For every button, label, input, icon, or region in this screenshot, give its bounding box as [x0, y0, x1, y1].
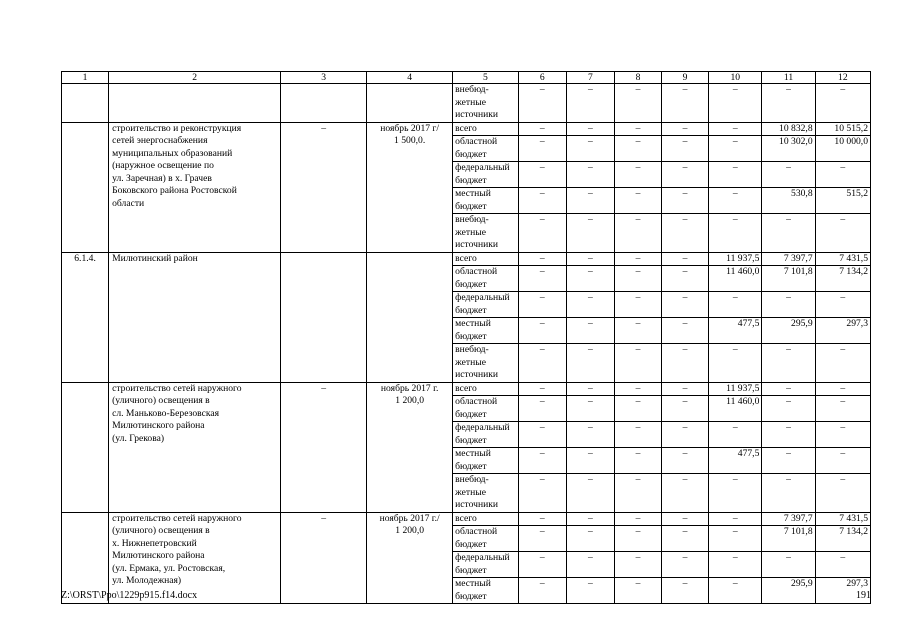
- funding-source-cell: федеральный бюджет: [453, 292, 519, 318]
- deadline-cell: [367, 84, 453, 123]
- value-cell-col10: 11 460,0: [709, 396, 762, 422]
- value-cell-col11: 7 101,8: [762, 266, 815, 292]
- funding-source-cell: всего: [453, 512, 519, 526]
- value-cell-col11: 7 101,8: [762, 526, 815, 552]
- item-number-cell: 6.1.4.: [62, 252, 109, 382]
- item-number-cell: [62, 122, 109, 252]
- value-cell-col7: –: [566, 552, 614, 578]
- value-cell-col10: –: [709, 422, 762, 448]
- value-cell-col6: –: [518, 252, 566, 266]
- value-cell-col9: –: [662, 474, 709, 513]
- table-row: [62, 84, 871, 123]
- value-cell-col9: –: [662, 292, 709, 318]
- column-number-3: 3: [281, 72, 367, 84]
- value-cell-col12: 297,3: [815, 578, 870, 604]
- funding-source-cell: местный бюджет: [453, 188, 519, 214]
- value-cell-col7: –: [566, 292, 614, 318]
- value-cell-col11: –: [762, 292, 815, 318]
- value-cell-col7: –: [566, 162, 614, 188]
- value-cell-col8: –: [614, 122, 661, 136]
- value-cell-col10: –: [709, 188, 762, 214]
- value-cell-col6: –: [518, 512, 566, 526]
- value-cell-col9: –: [662, 122, 709, 136]
- value-cell-col8: –: [614, 214, 661, 253]
- value-cell-col7: –: [566, 448, 614, 474]
- col3-cell: [281, 252, 367, 382]
- value-cell-col10: –: [709, 84, 762, 123]
- value-cell-col9: –: [662, 318, 709, 344]
- value-cell-col11: 295,9: [762, 578, 815, 604]
- funding-source-cell: местный бюджет: [453, 578, 519, 604]
- value-cell-col10: –: [709, 136, 762, 162]
- value-cell-col9: –: [662, 188, 709, 214]
- deadline-cell: ноябрь 2017 г. 1 200,0: [367, 382, 453, 512]
- funding-source-cell: федеральный бюджет: [453, 162, 519, 188]
- column-number-12: 12: [815, 72, 870, 84]
- funding-source-cell: федеральный бюджет: [453, 422, 519, 448]
- value-cell-col12: 10 515,2: [815, 122, 870, 136]
- value-cell-col12: –: [815, 162, 870, 188]
- value-cell-col8: –: [614, 344, 661, 383]
- value-cell-col8: –: [614, 422, 661, 448]
- value-cell-col11: –: [762, 382, 815, 396]
- col3-cell: –: [281, 512, 367, 604]
- value-cell-col7: –: [566, 318, 614, 344]
- value-cell-col9: –: [662, 84, 709, 123]
- value-cell-col9: –: [662, 512, 709, 526]
- funding-source-cell: областной бюджет: [453, 396, 519, 422]
- value-cell-col7: –: [566, 122, 614, 136]
- value-cell-col11: 10 302,0: [762, 136, 815, 162]
- value-cell-col10: –: [709, 578, 762, 604]
- column-number-4: 4: [367, 72, 453, 84]
- value-cell-col9: –: [662, 382, 709, 396]
- value-cell-col7: –: [566, 136, 614, 162]
- deadline-cell: ноябрь 2017 г./ 1 200,0: [367, 512, 453, 604]
- value-cell-col11: –: [762, 396, 815, 422]
- column-number-1: 1: [62, 72, 109, 84]
- item-number-cell: [62, 382, 109, 512]
- value-cell-col8: –: [614, 474, 661, 513]
- value-cell-col6: –: [518, 382, 566, 396]
- value-cell-col9: –: [662, 552, 709, 578]
- deadline-cell: [367, 252, 453, 382]
- value-cell-col8: –: [614, 448, 661, 474]
- value-cell-col6: –: [518, 448, 566, 474]
- value-cell-col8: –: [614, 382, 661, 396]
- value-cell-col7: –: [566, 512, 614, 526]
- value-cell-col10: –: [709, 526, 762, 552]
- column-number-8: 8: [614, 72, 661, 84]
- value-cell-col6: –: [518, 526, 566, 552]
- value-cell-col8: –: [614, 266, 661, 292]
- value-cell-col8: –: [614, 136, 661, 162]
- value-cell-col6: –: [518, 318, 566, 344]
- value-cell-col7: –: [566, 344, 614, 383]
- value-cell-col6: –: [518, 122, 566, 136]
- value-cell-col11: 530,8: [762, 188, 815, 214]
- value-cell-col7: –: [566, 188, 614, 214]
- funding-source-cell: областной бюджет: [453, 136, 519, 162]
- column-number-11: 11: [762, 72, 815, 84]
- funding-source-cell: внебюд- жетные источники: [453, 84, 519, 123]
- value-cell-col7: –: [566, 84, 614, 123]
- value-cell-col8: –: [614, 188, 661, 214]
- value-cell-col7: –: [566, 474, 614, 513]
- value-cell-col12: –: [815, 474, 870, 513]
- value-cell-col12: –: [815, 214, 870, 253]
- value-cell-col6: –: [518, 474, 566, 513]
- value-cell-col12: –: [815, 382, 870, 396]
- item-name-cell: строительство сетей наружного (уличного) освещения в х. Нижнепетровский Милютинского района (ул. Ермака, ул. Ростовская, ул. Молодежная): [109, 512, 281, 604]
- value-cell-col7: –: [566, 578, 614, 604]
- table-row: [62, 122, 871, 136]
- value-cell-col11: –: [762, 422, 815, 448]
- value-cell-col10: 477,5: [709, 318, 762, 344]
- value-cell-col11: 7 397,7: [762, 252, 815, 266]
- col3-cell: –: [281, 122, 367, 252]
- deadline-cell: ноябрь 2017 г/ 1 500,0.: [367, 122, 453, 252]
- value-cell-col12: –: [815, 396, 870, 422]
- item-name-cell: строительство и реконструкция сетей энергоснабжения муниципальных образований (наружное освещение по ул. Заречная) в х. Грачев Боковского района Ростовской области: [109, 122, 281, 252]
- value-cell-col8: –: [614, 512, 661, 526]
- funding-source-cell: областной бюджет: [453, 266, 519, 292]
- value-cell-col6: –: [518, 292, 566, 318]
- value-cell-col11: –: [762, 344, 815, 383]
- value-cell-col11: –: [762, 552, 815, 578]
- column-number-7: 7: [566, 72, 614, 84]
- value-cell-col11: –: [762, 84, 815, 123]
- value-cell-col6: –: [518, 266, 566, 292]
- value-cell-col6: –: [518, 422, 566, 448]
- item-name-cell: Милютинский район: [109, 252, 281, 382]
- value-cell-col10: 11 460,0: [709, 266, 762, 292]
- value-cell-col12: –: [815, 448, 870, 474]
- funding-source-cell: внебюд- жетные источники: [453, 474, 519, 513]
- value-cell-col6: –: [518, 578, 566, 604]
- value-cell-col10: –: [709, 512, 762, 526]
- value-cell-col6: –: [518, 162, 566, 188]
- value-cell-col6: –: [518, 344, 566, 383]
- value-cell-col10: –: [709, 122, 762, 136]
- value-cell-col9: –: [662, 578, 709, 604]
- value-cell-col8: –: [614, 84, 661, 123]
- value-cell-col11: –: [762, 448, 815, 474]
- value-cell-col9: –: [662, 214, 709, 253]
- value-cell-col7: –: [566, 214, 614, 253]
- document-path: Z:\ORST\Ppo\1229p915.f14.docx: [61, 590, 198, 601]
- value-cell-col6: –: [518, 136, 566, 162]
- value-cell-col12: –: [815, 84, 870, 123]
- value-cell-col10: –: [709, 474, 762, 513]
- value-cell-col10: 477,5: [709, 448, 762, 474]
- value-cell-col10: –: [709, 344, 762, 383]
- column-number-9: 9: [662, 72, 709, 84]
- value-cell-col9: –: [662, 396, 709, 422]
- item-number-cell: [62, 84, 109, 123]
- value-cell-col9: –: [662, 344, 709, 383]
- value-cell-col10: 11 937,5: [709, 252, 762, 266]
- value-cell-col7: –: [566, 382, 614, 396]
- page-number: 191: [856, 590, 871, 601]
- value-cell-col9: –: [662, 266, 709, 292]
- value-cell-col10: –: [709, 162, 762, 188]
- value-cell-col11: 10 832,8: [762, 122, 815, 136]
- funding-source-cell: внебюд- жетные источники: [453, 344, 519, 383]
- value-cell-col12: –: [815, 422, 870, 448]
- column-number-6: 6: [518, 72, 566, 84]
- value-cell-col10: –: [709, 552, 762, 578]
- funding-source-cell: местный бюджет: [453, 318, 519, 344]
- value-cell-col8: –: [614, 292, 661, 318]
- value-cell-col9: –: [662, 252, 709, 266]
- value-cell-col8: –: [614, 526, 661, 552]
- value-cell-col7: –: [566, 252, 614, 266]
- value-cell-col12: –: [815, 552, 870, 578]
- value-cell-col8: –: [614, 578, 661, 604]
- column-number-5: 5: [453, 72, 519, 84]
- value-cell-col10: –: [709, 292, 762, 318]
- value-cell-col8: –: [614, 396, 661, 422]
- value-cell-col6: –: [518, 84, 566, 123]
- value-cell-col9: –: [662, 136, 709, 162]
- value-cell-col8: –: [614, 318, 661, 344]
- value-cell-col8: –: [614, 162, 661, 188]
- value-cell-col12: –: [815, 292, 870, 318]
- funding-source-cell: областной бюджет: [453, 526, 519, 552]
- funding-source-cell: местный бюджет: [453, 448, 519, 474]
- value-cell-col12: 7 431,5: [815, 512, 870, 526]
- value-cell-col11: 295,9: [762, 318, 815, 344]
- value-cell-col9: –: [662, 162, 709, 188]
- value-cell-col6: –: [518, 188, 566, 214]
- funding-source-cell: федеральный бюджет: [453, 552, 519, 578]
- item-name-cell: [109, 84, 281, 123]
- funding-source-cell: всего: [453, 252, 519, 266]
- value-cell-col12: 297,3: [815, 318, 870, 344]
- table-row: [62, 252, 871, 266]
- funding-source-cell: всего: [453, 122, 519, 136]
- column-number-10: 10: [709, 72, 762, 84]
- funding-source-cell: внебюд- жетные источники: [453, 214, 519, 253]
- value-cell-col12: 515,2: [815, 188, 870, 214]
- column-number-row: [62, 72, 871, 84]
- funding-source-cell: всего: [453, 382, 519, 396]
- value-cell-col6: –: [518, 396, 566, 422]
- value-cell-col10: –: [709, 214, 762, 253]
- budget-table: [61, 71, 871, 604]
- value-cell-col7: –: [566, 422, 614, 448]
- value-cell-col7: –: [566, 266, 614, 292]
- table-row: [62, 512, 871, 526]
- value-cell-col11: 7 397,7: [762, 512, 815, 526]
- table-row: [62, 382, 871, 396]
- column-number-2: 2: [109, 72, 281, 84]
- col3-cell: –: [281, 382, 367, 512]
- item-name-cell: строительство сетей наружного (уличного) освещения в сл. Маньково-Березовская Милютинского района (ул. Грекова): [109, 382, 281, 512]
- value-cell-col8: –: [614, 552, 661, 578]
- value-cell-col11: –: [762, 214, 815, 253]
- value-cell-col8: –: [614, 252, 661, 266]
- value-cell-col12: 7 134,2: [815, 526, 870, 552]
- value-cell-col9: –: [662, 526, 709, 552]
- value-cell-col9: –: [662, 422, 709, 448]
- value-cell-col10: 11 937,5: [709, 382, 762, 396]
- value-cell-col12: 7 134,2: [815, 266, 870, 292]
- value-cell-col12: 7 431,5: [815, 252, 870, 266]
- value-cell-col7: –: [566, 396, 614, 422]
- value-cell-col12: 10 000,0: [815, 136, 870, 162]
- value-cell-col12: –: [815, 344, 870, 383]
- value-cell-col6: –: [518, 214, 566, 253]
- col3-cell: [281, 84, 367, 123]
- value-cell-col9: –: [662, 448, 709, 474]
- value-cell-col11: –: [762, 474, 815, 513]
- value-cell-col7: –: [566, 526, 614, 552]
- value-cell-col11: –: [762, 162, 815, 188]
- value-cell-col6: –: [518, 552, 566, 578]
